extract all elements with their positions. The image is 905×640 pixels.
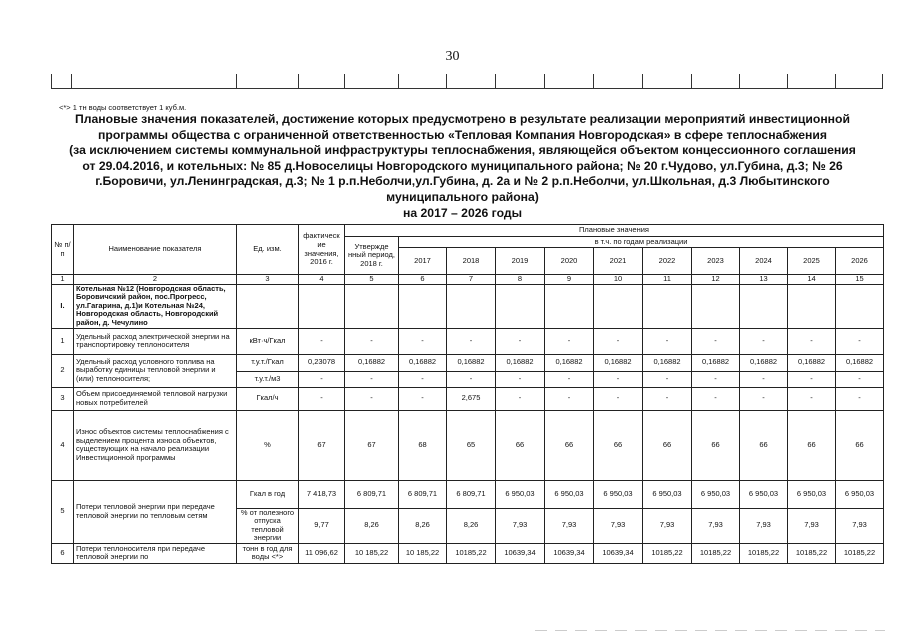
indicator-name: Потери теплоносителя при передаче тепловой энергии по xyxy=(74,543,237,563)
value-cell: 6 950,03 xyxy=(594,480,643,508)
document-title xyxy=(40,112,885,221)
value-cell: - xyxy=(643,387,692,410)
value-cell: 10185,22 xyxy=(788,543,836,563)
value-cell: 0,16882 xyxy=(545,354,594,371)
column-number: 14 xyxy=(788,275,836,285)
value-cell: 6 950,03 xyxy=(692,480,740,508)
section-num: I. xyxy=(52,284,74,328)
value-cell: 65 xyxy=(447,410,496,480)
unit-cell: т.у.т./Гкал xyxy=(237,354,299,371)
header-year: 2021 xyxy=(594,248,643,275)
value-cell: 0,16882 xyxy=(836,354,884,371)
value-cell: - xyxy=(399,387,447,410)
header-year: 2023 xyxy=(692,248,740,275)
value-cell: - xyxy=(643,371,692,387)
value-cell: 0,16882 xyxy=(692,354,740,371)
value-cell: - xyxy=(545,328,594,354)
value-cell: - xyxy=(345,371,399,387)
value-cell: 8,26 xyxy=(447,508,496,543)
value-cell: 10185,22 xyxy=(447,543,496,563)
value-cell: 10185,22 xyxy=(740,543,788,563)
column-number: 13 xyxy=(740,275,788,285)
value-cell: 0,16882 xyxy=(399,354,447,371)
title-line: (за исключением системы коммунальной инфраструктуры теплоснабжения, являющейся объектом концессионного соглашения xyxy=(69,143,856,158)
row-number: 5 xyxy=(52,480,74,543)
value-cell: - xyxy=(496,328,545,354)
value-cell: - xyxy=(345,328,399,354)
value-cell: - xyxy=(692,371,740,387)
value-cell: - xyxy=(692,387,740,410)
table-row xyxy=(52,543,884,563)
header-unit: Ед. изм. xyxy=(237,225,299,275)
value-cell: 0,16882 xyxy=(788,354,836,371)
header-actual: фактическ ие значения, 2016 г. xyxy=(299,225,345,275)
value-cell: - xyxy=(740,387,788,410)
unit-cell: тонн в год для воды <*> xyxy=(237,543,299,563)
column-number: 12 xyxy=(692,275,740,285)
value-cell: 10 185,22 xyxy=(399,543,447,563)
table-row xyxy=(52,410,884,480)
value-cell: 7,93 xyxy=(836,508,884,543)
value-cell: - xyxy=(299,371,345,387)
value-cell: 67 xyxy=(299,410,345,480)
value-cell: 10185,22 xyxy=(692,543,740,563)
value-cell: - xyxy=(545,371,594,387)
section-name: Котельная №12 (Новгородская область, Боровичский район, пос.Прогресс, ул.Гагарина, д.1)и Котельная №24, Новгородская область, Новгородский район, д. Чечулино xyxy=(74,284,237,328)
column-number: 10 xyxy=(594,275,643,285)
header-year: 2024 xyxy=(740,248,788,275)
header-approved: Утвержде нный период, 2018 г. xyxy=(345,237,399,275)
value-cell: - xyxy=(496,387,545,410)
value-cell: - xyxy=(496,371,545,387)
header-name: Наименование показателя xyxy=(74,225,237,275)
value-cell: - xyxy=(447,371,496,387)
value-cell: - xyxy=(594,387,643,410)
value-cell: 7 418,73 xyxy=(299,480,345,508)
header-year: 2020 xyxy=(545,248,594,275)
header-year: 2017 xyxy=(399,248,447,275)
value-cell: 6 950,03 xyxy=(740,480,788,508)
value-cell: 2,675 xyxy=(447,387,496,410)
indicator-name: Потери тепловой энергии при передаче тепловой энергии по тепловым сетям xyxy=(74,480,237,543)
value-cell: 0,16882 xyxy=(345,354,399,371)
header-year: 2026 xyxy=(836,248,884,275)
value-cell: 66 xyxy=(643,410,692,480)
value-cell: - xyxy=(692,328,740,354)
title-line: Плановые значения показателей, достижение которых предусмотрено в результате реализации мероприятий инвестиционной xyxy=(75,112,850,126)
value-cell: 6 809,71 xyxy=(399,480,447,508)
value-cell: 66 xyxy=(740,410,788,480)
row-number: 4 xyxy=(52,410,74,480)
indicator-name: Объем присоединяемой тепловой нагрузки новых потребителей xyxy=(74,387,237,410)
value-cell: 11 096,62 xyxy=(299,543,345,563)
scan-artifact xyxy=(535,630,885,631)
value-cell: 6 950,03 xyxy=(788,480,836,508)
unit-cell: Гкал/ч xyxy=(237,387,299,410)
value-cell: - xyxy=(836,328,884,354)
header-planned: Плановые значения xyxy=(345,225,884,237)
footnote: <*> 1 тн воды соответствует 1 куб.м. xyxy=(59,103,187,112)
value-cell: - xyxy=(545,387,594,410)
value-cell: 0,16882 xyxy=(643,354,692,371)
column-number: 15 xyxy=(836,275,884,285)
row-number: 2 xyxy=(52,354,74,387)
table-row xyxy=(52,480,884,508)
value-cell: 7,93 xyxy=(740,508,788,543)
value-cell: 0,16882 xyxy=(447,354,496,371)
row-number: 1 xyxy=(52,328,74,354)
row-number: 3 xyxy=(52,387,74,410)
column-number: 8 xyxy=(496,275,545,285)
value-cell: - xyxy=(643,328,692,354)
indicators-table xyxy=(51,224,884,564)
value-cell: - xyxy=(594,328,643,354)
value-cell: - xyxy=(788,387,836,410)
title-line: на 2017 – 2026 годы xyxy=(402,205,523,220)
header-by-years: в т.ч. по годам реализации xyxy=(399,237,884,248)
column-number: 7 xyxy=(447,275,496,285)
column-number: 4 xyxy=(299,275,345,285)
value-cell: 10639,34 xyxy=(545,543,594,563)
column-number: 11 xyxy=(643,275,692,285)
value-cell: 66 xyxy=(788,410,836,480)
value-cell: 6 950,03 xyxy=(496,480,545,508)
title-line: г.Боровичи, ул.Ленинградская, д.3; № 1 р.п.Неболчи,ул.Губина, д. 2а и № 2 р.п.Неболчи, ул.Школьная, д.3 Любытинского xyxy=(95,174,830,189)
column-number: 2 xyxy=(74,275,237,285)
value-cell: - xyxy=(399,328,447,354)
value-cell: 66 xyxy=(496,410,545,480)
value-cell: 7,93 xyxy=(692,508,740,543)
value-cell: - xyxy=(345,387,399,410)
value-cell: 6 950,03 xyxy=(643,480,692,508)
value-cell: 0,16882 xyxy=(594,354,643,371)
value-cell: - xyxy=(836,371,884,387)
value-cell: 66 xyxy=(836,410,884,480)
header-year: 2019 xyxy=(496,248,545,275)
value-cell: 0,16882 xyxy=(740,354,788,371)
unit-cell: кВт·ч/Гкал xyxy=(237,328,299,354)
value-cell: - xyxy=(788,371,836,387)
value-cell: 7,93 xyxy=(545,508,594,543)
row-number: 6 xyxy=(52,543,74,563)
value-cell: 66 xyxy=(545,410,594,480)
value-cell: - xyxy=(447,328,496,354)
header-year: 2018 xyxy=(447,248,496,275)
unit-cell: % от полезного отпуска тепловой энергии xyxy=(237,508,299,543)
value-cell: 7,93 xyxy=(496,508,545,543)
value-cell: - xyxy=(788,328,836,354)
table-row xyxy=(52,328,884,354)
table-row xyxy=(52,387,884,410)
table-row xyxy=(52,354,884,371)
value-cell: 66 xyxy=(692,410,740,480)
title-line: муниципального района) xyxy=(386,189,539,204)
value-cell: 6 950,03 xyxy=(545,480,594,508)
value-cell: 68 xyxy=(399,410,447,480)
value-cell: - xyxy=(594,371,643,387)
value-cell: - xyxy=(740,328,788,354)
value-cell: - xyxy=(740,371,788,387)
value-cell: 0,23078 xyxy=(299,354,345,371)
value-cell: 7,93 xyxy=(594,508,643,543)
indicator-name: Износ объектов системы теплоснабжения с выделением процента износа объектов, существующих на начало реализации Инвестиционной программы xyxy=(74,410,237,480)
value-cell: 8,26 xyxy=(345,508,399,543)
value-cell: 10639,34 xyxy=(594,543,643,563)
column-number: 6 xyxy=(399,275,447,285)
value-cell: 0,16882 xyxy=(496,354,545,371)
value-cell: 9,77 xyxy=(299,508,345,543)
title-line: от 29.04.2016, и котельных: № 85 д.Новоселицы Новгородского муниципального района; № 20 г.Чудово, ул.Губина, д.3; № 26 xyxy=(82,158,843,173)
title-line: программы общества с ограниченной ответственностью «Тепловая Компания Новгородская» в сфере теплоснабжения xyxy=(98,127,827,142)
value-cell: - xyxy=(836,387,884,410)
value-cell: 6 809,71 xyxy=(345,480,399,508)
value-cell: 8,26 xyxy=(399,508,447,543)
header-year: 2022 xyxy=(643,248,692,275)
column-number: 9 xyxy=(545,275,594,285)
unit-cell: % xyxy=(237,410,299,480)
indicator-name: Удельный расход электрической энергии на транспортировку теплоносителя xyxy=(74,328,237,354)
value-cell: 10639,34 xyxy=(496,543,545,563)
value-cell: 6 809,71 xyxy=(447,480,496,508)
previous-table-fragment xyxy=(51,74,883,89)
value-cell: 66 xyxy=(594,410,643,480)
unit-cell: Гкал в год xyxy=(237,480,299,508)
unit-cell: т.у.т./м3 xyxy=(237,371,299,387)
column-number: 3 xyxy=(237,275,299,285)
value-cell: 10185,22 xyxy=(836,543,884,563)
value-cell: - xyxy=(399,371,447,387)
indicator-name: Удельный расход условного топлива на выработку единицы тепловой энергии и (или) теплоносителя; xyxy=(74,354,237,387)
value-cell: - xyxy=(299,328,345,354)
value-cell: 7,93 xyxy=(643,508,692,543)
value-cell: 67 xyxy=(345,410,399,480)
value-cell: 10 185,22 xyxy=(345,543,399,563)
page-number: 30 xyxy=(445,49,460,64)
value-cell: 6 950,03 xyxy=(836,480,884,508)
column-number: 1 xyxy=(52,275,74,285)
header-num: № п/п xyxy=(52,225,74,275)
value-cell: 7,93 xyxy=(788,508,836,543)
column-number: 5 xyxy=(345,275,399,285)
value-cell: - xyxy=(299,387,345,410)
value-cell: 10185,22 xyxy=(643,543,692,563)
header-year: 2025 xyxy=(788,248,836,275)
